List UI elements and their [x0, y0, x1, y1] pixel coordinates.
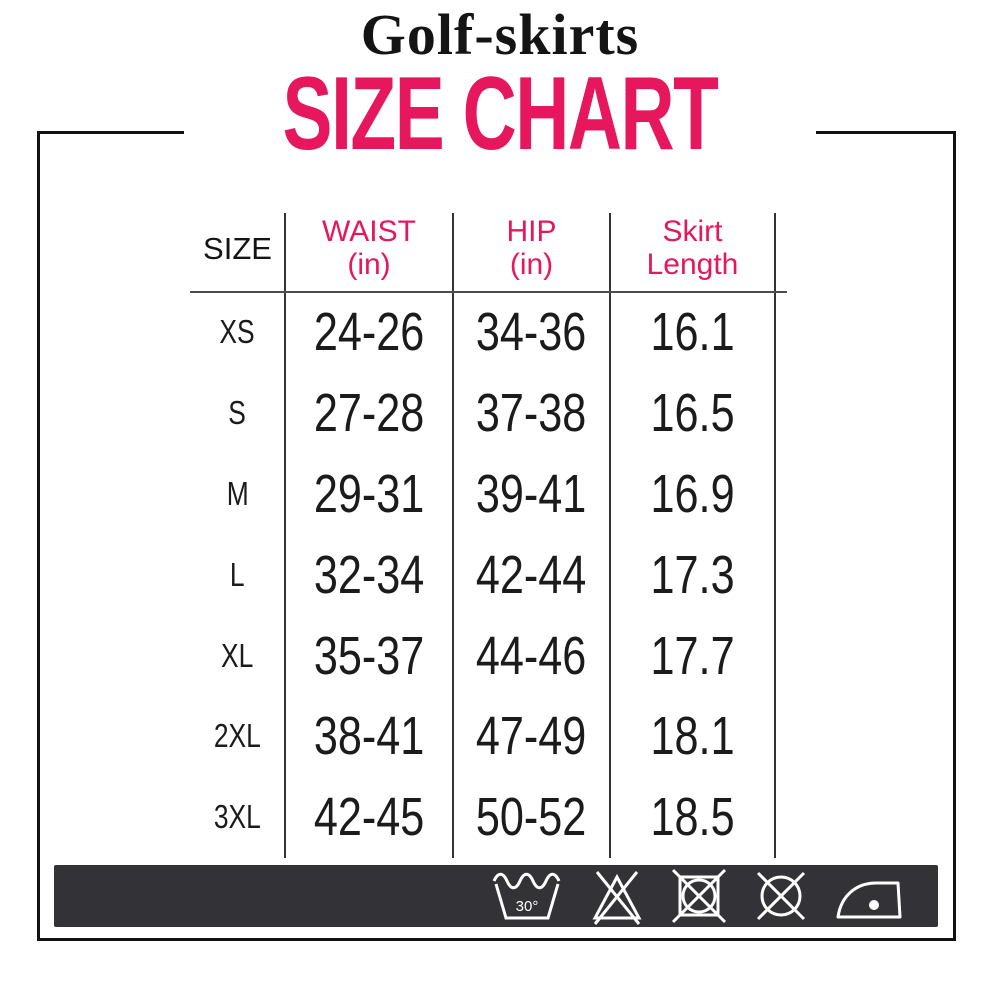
hip-value: 39-41 — [476, 463, 587, 524]
skirt-length-value: 16.9 — [650, 463, 735, 524]
waist-value: 29-31 — [313, 463, 425, 524]
hip-value: 34-36 — [476, 302, 587, 363]
skirt-length-value: 16.1 — [650, 302, 735, 363]
do-not-tumble-dry-icon — [670, 867, 728, 925]
column-header-hip — [453, 204, 610, 292]
column-header-label: Length — [646, 248, 739, 281]
size-table — [190, 204, 775, 858]
do-not-bleach-icon — [588, 867, 646, 925]
column-header-unit: (in) — [509, 248, 554, 281]
machine-wash-30-icon — [490, 867, 564, 925]
column-header-unit: (in) — [347, 248, 391, 281]
waist-value: 32-34 — [313, 544, 425, 605]
brand-title: Golf-skirts — [360, 2, 640, 67]
waist-value: 27-28 — [313, 383, 425, 444]
skirt-length-value: 18.1 — [650, 706, 735, 767]
skirt-length-value: 17.7 — [650, 625, 735, 686]
waist-value: 42-45 — [313, 787, 425, 848]
column-header-label: WAIST — [322, 215, 416, 248]
hip-value: 42-44 — [476, 544, 587, 605]
skirt-length-value: 17.3 — [650, 544, 735, 605]
hip-value: 47-49 — [476, 706, 587, 767]
column-header-skirt-length — [610, 204, 775, 292]
size-label-l: L — [230, 555, 245, 593]
column-header-waist — [285, 204, 453, 292]
svg-text:30°: 30° — [515, 898, 539, 915]
waist-value: 38-41 — [313, 706, 425, 767]
skirt-length-value: 18.5 — [650, 787, 735, 848]
column-header-label: Skirt — [662, 215, 723, 248]
size-label-2xl: 2XL — [214, 717, 261, 755]
column-header-size — [190, 204, 285, 292]
size-label-s: S — [228, 394, 247, 432]
care-instructions-bar — [54, 865, 938, 927]
size-label-m: M — [226, 474, 249, 512]
hip-value: 50-52 — [476, 787, 587, 848]
hip-value: 37-38 — [476, 383, 587, 444]
waist-value: 24-26 — [313, 302, 425, 363]
skirt-length-value: 16.5 — [650, 383, 735, 444]
size-label-xs: XS — [219, 313, 256, 351]
size-label-3xl: 3XL — [214, 798, 261, 836]
do-not-dry-clean-icon — [752, 867, 810, 925]
size-label-xl: XL — [221, 636, 254, 674]
iron-icon — [834, 869, 904, 923]
column-header-label: HIP — [506, 215, 557, 248]
waist-value: 35-37 — [313, 625, 425, 686]
hip-value: 44-46 — [476, 625, 587, 686]
column-header-label: SIZE — [203, 230, 272, 266]
page-title-text: SIZE CHART — [282, 56, 718, 172]
page-title — [184, 56, 816, 172]
